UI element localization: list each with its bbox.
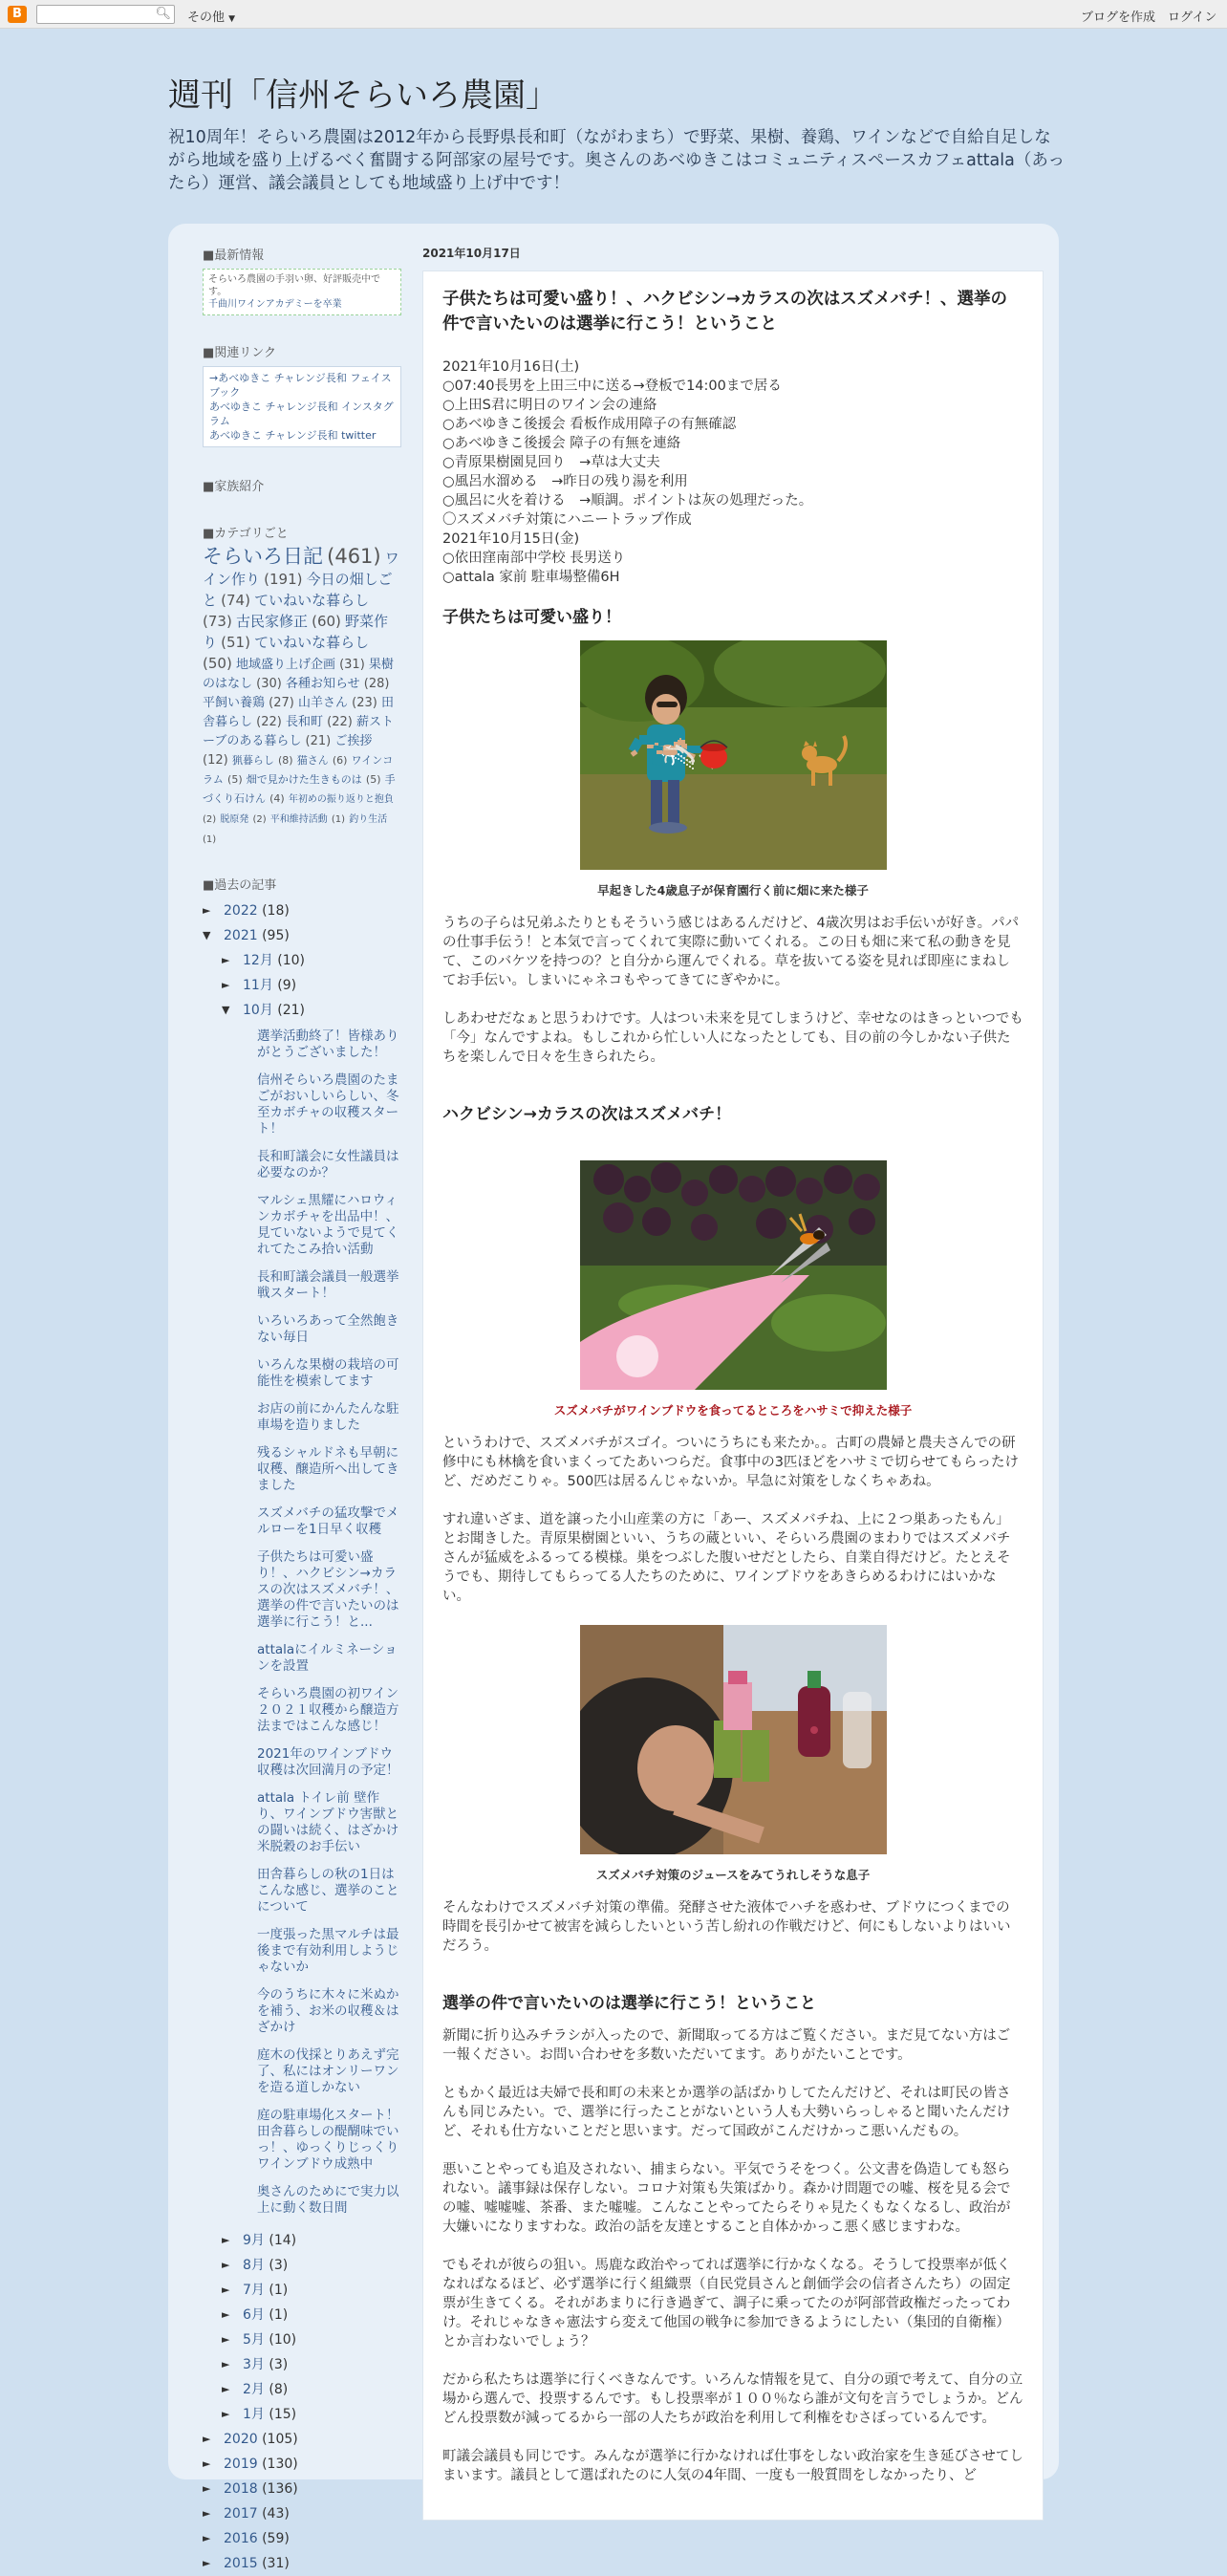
- category-label-link[interactable]: 脱原発: [220, 814, 249, 825]
- archive-month-label[interactable]: 1月: [243, 2407, 265, 2422]
- category-label-link[interactable]: 平飼い養鶏: [203, 696, 266, 710]
- category-label-count: (22): [256, 715, 282, 729]
- archive-post-link[interactable]: 2021年のワインブドウ収穫は次回満月の予定！: [257, 1746, 399, 1778]
- category-label-count: (21): [305, 734, 332, 748]
- archive-post-link[interactable]: 長和町議会に女性議員は必要なのか？: [257, 1149, 399, 1180]
- post-paragraph: そんなわけでスズメバチ対策の準備。発酵させた液体でハチを惑わせ、ブドウにつくまでの時間を長引かせて被害を減らしたいという苦し紛れの作戦だけど、何にもしないよりはいいだろう。: [442, 1900, 1011, 1954]
- blog-post: [422, 271, 1044, 2521]
- category-label-link[interactable]: 田舎暮らし: [203, 696, 394, 729]
- category-label-link[interactable]: 古民家修正: [235, 613, 308, 630]
- archive-post-link[interactable]: attalaにイルミネーションを設置: [257, 1642, 398, 1674]
- post-schedule: [442, 357, 1023, 587]
- archive-month-10[interactable]: [222, 998, 401, 1023]
- archive-year-row[interactable]: [203, 2427, 401, 2452]
- archive-year-2021[interactable]: [203, 923, 401, 948]
- category-label-link[interactable]: 平和維持活動: [269, 814, 328, 825]
- category-label-link[interactable]: 手づくり石けん: [203, 773, 396, 805]
- expand-toggle-icon[interactable]: ►: [203, 2507, 211, 2520]
- archive-post-link[interactable]: 田舎暮らしの秋の1日はこんな感じ、選挙のことについて: [257, 1867, 399, 1915]
- category-label-link[interactable]: 各種お知らせ: [285, 677, 360, 691]
- archive-month-row[interactable]: [222, 2377, 401, 2402]
- archive-post-link[interactable]: スズメバチの猛攻撃でメルローを1日早く収穫: [257, 1505, 399, 1537]
- archive-year-count: (105): [262, 2432, 298, 2447]
- category-label-link[interactable]: 猟暮らし: [231, 754, 274, 767]
- child-with-juice-photo[interactable]: [580, 1625, 887, 1854]
- category-label-link[interactable]: 畑で見かけた生きものは: [246, 773, 362, 786]
- archive-month-list: [203, 2228, 401, 2427]
- archive-post-link[interactable]: マルシェ黒耀にハロウィンカボチャを出品中！、見ていないようで見てくれてたこみ拾い活動: [257, 1193, 399, 1257]
- archive-month-row[interactable]: [222, 2228, 401, 2253]
- archive-month-label[interactable]: 7月: [243, 2283, 265, 2298]
- archive-month-row[interactable]: [222, 2402, 401, 2427]
- archive-post-link[interactable]: 今のうちに木々に米ぬかを補う、お米の収穫＆はざかけ: [257, 1987, 399, 2035]
- archive-month-row[interactable]: [222, 2278, 401, 2303]
- category-label-link[interactable]: 猫さん: [296, 754, 329, 767]
- archive-year-list: [203, 2427, 401, 2576]
- post-paragraph: しあわせだなぁと思うわけです。人はつい未来を見てしまうけど、幸せなのはきっといつでも「今」なんですよね。もしこれから忙しい人になったとしても、目の前の今しかない子供たちを楽しんで日々を生きられたら。: [442, 1011, 1023, 1065]
- archive-post-link[interactable]: 奥さんのためにで実力以上に動く数日間: [257, 2184, 399, 2216]
- archive-month-count: (10): [277, 953, 306, 968]
- category-label-count: (1): [203, 834, 217, 845]
- archive-month-label[interactable]: 8月: [243, 2258, 265, 2273]
- archive-year-count: (136): [262, 2481, 298, 2497]
- archive-post-link[interactable]: 一度張った黒マルチは最後まで有効利用しようじゃないか: [257, 1927, 399, 1975]
- category-label-count: (6): [332, 754, 348, 767]
- category-label-count: (4): [269, 792, 285, 805]
- search-icon[interactable]: 🔍︎: [155, 7, 171, 21]
- archive-year-count: (43): [262, 2506, 290, 2522]
- archive-month-count: (8): [269, 2382, 289, 2397]
- category-label-count: (8): [277, 754, 293, 767]
- category-label-count: (22): [327, 715, 353, 729]
- post-date-header: 2021年10月17日: [422, 247, 521, 260]
- post-paragraph: でもそれが彼らの狙い。馬鹿な政治やってれば選挙に行かなくなる。そうして投票率が低くなればなるほど、必ず選挙に行く組織票（自民党員さんと創価学会の信者さんたち）の固定票が生きてくる。それがあまりに行き過ぎて、調子に乗ってたのが阿部菅政権だったってわけ。それじゃなきゃ憲法すら変えて他国の戦争に参加できるようにしたい（集団的自衛権）とか言わないでしょう？: [442, 2258, 1011, 2349]
- archive-year-label[interactable]: 2016: [224, 2531, 258, 2546]
- schedule-line: ○上田S君に明日のワイン会の連絡: [442, 398, 657, 413]
- category-label-count: (23): [352, 696, 377, 710]
- post-paragraph: ともかく最近は夫婦で長和町の未来とか選挙の話ばかりしてたんだけど、それは町民の皆さんも同じみたい。で、選挙に行ったことがないという人も大勢いらっしゃると聞いたんだけど、それも仕方ないことだと思います。だって国政がこんだけかっこ悪いんだもの。: [442, 2086, 1011, 2139]
- archive-gadget-title: ■過去の記事: [203, 878, 277, 893]
- category-label-link[interactable]: 果樹のはなし: [203, 658, 394, 691]
- category-label-link[interactable]: 山羊さん: [297, 696, 348, 710]
- archive-month-count: (3): [269, 2258, 289, 2273]
- schedule-line: ○あべゆきこ後援会 障子の有無を連絡: [442, 436, 681, 451]
- expand-toggle-icon[interactable]: ►: [203, 2482, 211, 2495]
- chevron-down-icon: ▼: [228, 14, 236, 24]
- post-paragraph: 町議会議員も同じです。みんなが選挙に行かなければ仕事をしない政治家を生き延びさせてしまいます。議員として選ばれたのに人気の4年間、一度も一般質問をしなかったり、ど: [442, 2449, 1023, 2483]
- news-link[interactable]: 千曲川ワインアカデミーを卒業: [208, 299, 342, 310]
- archive-year-label[interactable]: 2019: [224, 2457, 258, 2472]
- schedule-line: 〇スズメバチ対策にハニートラップ作成: [442, 512, 692, 528]
- category-label-count: (191): [264, 571, 303, 588]
- archive-year-row[interactable]: [203, 2501, 401, 2526]
- post-paragraph: だから私たちは選挙に行くべきなんです。いろんな情報を見て、自分の頭で考えて、自分の立場から選んで、投票するんです。もし投票率が１００％なら誰が文句を言うでしょうか。どんどん投票数が減ってるから一部の人たちが政治を利用して利権をむさぼっているんです。: [442, 2372, 1023, 2426]
- expand-toggle-icon[interactable]: ►: [222, 2333, 230, 2346]
- blog-title[interactable]: 週刊「信州そらいろ農園」: [168, 76, 558, 115]
- archive-post-link[interactable]: 庭木の伐採とりあえず完了、私にはオンリーワンを造る道しかない: [257, 2047, 399, 2095]
- expand-toggle-icon[interactable]: ►: [222, 2259, 230, 2271]
- archive-year-count: (59): [262, 2531, 290, 2546]
- photo-caption: スズメバチ対策のジュースをみてうれしそうな息子: [595, 1868, 871, 1882]
- archive-year-row[interactable]: [203, 2551, 401, 2576]
- more-menu-label: その他: [187, 11, 226, 25]
- expand-toggle-icon[interactable]: ►: [222, 2284, 230, 2296]
- post-paragraph: 悪いことやっても追及されない、捕まらない。平気でうそをつく。公文書を偽造しても怒られない。議事録は保存しない。コロナ対策も失策ばかり。森かけ問題での嘘、桜を見る会での嘘、嘘嘘嘘、茶番、また嘘嘘。こんなことやってたらそりゃ見たくもなくなるし、政治が大嫌いになりますわな。政治の話を友達とすること自体かかっこ悪く感じますわな。: [442, 2162, 1011, 2235]
- category-label-count: (73): [203, 613, 232, 630]
- category-label-link[interactable]: 長和町: [285, 715, 323, 729]
- category-label-link[interactable]: ていねいな暮らし: [254, 634, 370, 651]
- category-label-count: (51): [221, 634, 250, 651]
- photo-caption: スズメバチがワインブドウを食ってるところをハサミで抑えた様子: [553, 1403, 913, 1418]
- category-label-link[interactable]: ワインコラム: [203, 754, 394, 786]
- schedule-line: ○07:40長男を上田三中に送る→登板で14:00まで居る: [442, 379, 782, 394]
- archive-year-count: (31): [262, 2556, 290, 2571]
- archive-year-label[interactable]: 2015: [224, 2556, 258, 2571]
- news-line: そらいろ農園の手羽い卵、好評販売中です。: [208, 274, 380, 297]
- archive-year-count: (130): [262, 2457, 298, 2472]
- sidebar: [203, 245, 401, 2576]
- archive-post-list: [203, 1028, 401, 2217]
- expand-toggle-icon[interactable]: ►: [222, 979, 230, 991]
- category-label-count: (1): [331, 814, 346, 825]
- archive-post-link[interactable]: 子供たちは可愛い盛り！、ハクビシン→カラスの次はスズメバチ！、選挙の件で言いたいのは選挙に行こう！と...: [257, 1549, 399, 1630]
- expand-toggle-icon[interactable]: ►: [222, 2358, 230, 2370]
- related-links-box: [203, 366, 401, 447]
- expand-toggle-icon[interactable]: ►: [222, 2408, 230, 2420]
- post-paragraph: というわけで、スズメバチがスゴイ。ついにうちにも来たか。。古町の農婦と農夫さんでの研修中にも林檎を食いまくってたあいつらだ。食事中の3匹ほどをハサミで切らせてもらったけど、だめだこりゃ。500匹は居るんじゃないか。早急に対策をしなくちゃあね。: [442, 1436, 1019, 1489]
- label-cloud: [203, 547, 401, 850]
- archive-year-label[interactable]: 2020: [224, 2432, 258, 2447]
- archive-month-count: (14): [269, 2233, 297, 2248]
- blog-description: 祝10周年！そらいろ農園は2012年から長野県長和町（ながわまち）で野菜、果樹、養鶏、ワインなどで自給自足しながら地域を盛り上げるべく奮闘する阿部家の屋号です。奥さんのあべゆきこはコミュニティスペースカフェattala（あったら）運営、議会議員としても地域盛り上げ中です！: [168, 128, 1066, 193]
- news-gadget-title: ■最新情報: [203, 249, 265, 263]
- archive-month-count: (9): [277, 978, 297, 993]
- blogger-navbar: [0, 0, 1227, 29]
- archive-year-label[interactable]: 2022: [224, 903, 258, 919]
- category-label-count: (2): [252, 814, 267, 825]
- search-input[interactable]: [36, 5, 175, 24]
- archive-post-link[interactable]: 庭の駐車場化スタート！田舎暮らしの醍醐味でいっ！、ゆっくりじっくりワインブドウ成熟中: [257, 2108, 399, 2172]
- child-in-field-photo[interactable]: [580, 640, 887, 870]
- archive-post-link[interactable]: いろいろあって全然飽きない毎日: [257, 1313, 399, 1345]
- blogger-logo-icon[interactable]: B: [8, 6, 27, 23]
- category-label-count: (30): [256, 677, 282, 691]
- archive-year-row[interactable]: [203, 2477, 401, 2501]
- schedule-line: ○attala 家前 駐車場整備6H: [442, 570, 620, 585]
- schedule-line: ○風呂に火を着ける →順調。ポイントは灰の処理だった。: [442, 493, 813, 509]
- archive-post-link[interactable]: そらいろ農園の初ワイン２０２１収穫から醸造方法まではこんな感じ！: [257, 1686, 399, 1734]
- category-label-count: (461): [327, 545, 381, 568]
- archive-month-11[interactable]: [222, 973, 401, 998]
- category-label-link[interactable]: 今日の畑しごと: [203, 571, 393, 609]
- archive-post-link[interactable]: いろんな果樹の栽培の可能性を模索してます: [257, 1357, 399, 1389]
- archive-month-label[interactable]: 9月: [243, 2233, 265, 2248]
- schedule-line: ○依田窪南部中学校 長男送り: [442, 551, 626, 566]
- post-title[interactable]: 子供たちは可愛い盛り！、ハクビシン→カラスの次はスズメバチ！、選挙の件で言いたいのは選挙に行こう！ということ: [442, 290, 1008, 334]
- category-label-link[interactable]: ていねいな暮らし: [254, 592, 370, 609]
- archive-post-link[interactable]: attala トイレ前 壁作り、ワインブドウ害獣との闘いは続く、はざかけ米脱穀のお手伝い: [257, 1790, 399, 1854]
- archive-post-link[interactable]: お店の前にかんたんな駐車場を造りました: [257, 1401, 399, 1433]
- post-paragraph: すれ違いざま、道を譲った小山産業の方に「あー、スズメバチね、上に２つ巣あったもん」とお聞きした。青原果樹園といい、うちの蔵といい、そらいろ農園のまわりではスズメバチさんが猛威をふるってる模様。巣をつぶした腹いせだとしたら、自業自得だけど。たとえそうでも、期待してもらってる人たちのために、ワインブドウをあきらめるわけにはいかない。: [442, 1512, 1011, 1604]
- category-label-link[interactable]: 地域盛り上げ企画: [235, 658, 335, 672]
- archive-month-count: (10): [269, 2332, 297, 2348]
- category-label-link[interactable]: ワイン作り: [203, 550, 399, 588]
- section-heading: 選挙の件で言いたいのは選挙に行こう！ということ: [442, 1994, 816, 2013]
- links-gadget-title: ■関連リンク: [203, 346, 277, 360]
- archive-month-count: (3): [269, 2357, 289, 2372]
- category-label-link[interactable]: そらいろ日記: [203, 545, 323, 568]
- archive-post-link[interactable]: 信州そらいろ農園のたまごがおいしいらしい、冬至カボチャの収穫スタート！: [257, 1072, 399, 1136]
- category-label-count: (31): [339, 658, 365, 672]
- category-label-count: (5): [365, 773, 381, 786]
- hornet-on-grapes-photo[interactable]: [580, 1160, 887, 1390]
- section-heading: 子供たちは可愛い盛り！: [442, 608, 621, 627]
- archive-month-row[interactable]: [222, 2327, 401, 2352]
- archive-month-count: (21): [277, 1003, 306, 1018]
- login-link[interactable]: ログイン: [1168, 11, 1217, 25]
- archive-month-label[interactable]: 12月: [243, 953, 273, 968]
- expand-toggle-icon[interactable]: ►: [203, 2433, 211, 2445]
- category-label-count: (12): [203, 753, 228, 768]
- category-label-count: (50): [203, 655, 232, 672]
- collapse-toggle-icon[interactable]: ▼: [203, 929, 211, 942]
- archive-month-row[interactable]: [222, 2352, 401, 2377]
- create-blog-link[interactable]: ブログを作成: [1081, 11, 1156, 25]
- collapse-toggle-icon[interactable]: ▼: [222, 1004, 230, 1016]
- archive-month-count: (15): [269, 2407, 297, 2422]
- archive-year-count: (95): [262, 928, 290, 943]
- archive-year-label[interactable]: 2021: [224, 928, 258, 943]
- expand-toggle-icon[interactable]: ►: [222, 954, 230, 966]
- post-paragraph: うちの子らは兄弟ふたりともそういう感じはあるんだけど、4歳次男はお手伝いが好き。パパの仕事手伝う！と本気で言ってくれて実際に動いてくれる。この日も畑に来て私の動きを見て、このバケツを持つの？と自分から運んでくれる。草を抜いてる姿を見れば即座にまねしてお手伝い。しまいにゃネコもやってきてにぎやかに。: [442, 916, 1020, 988]
- archive-month-row[interactable]: [222, 2303, 401, 2327]
- archive-month-label[interactable]: 11月: [243, 978, 273, 993]
- archive-year-2022[interactable]: [203, 898, 401, 923]
- category-label-count: (28): [363, 677, 390, 691]
- category-label-count: (5): [227, 773, 243, 786]
- news-box: [203, 269, 401, 315]
- schedule-line: 2021年10月15日(金): [442, 531, 580, 547]
- schedule-line: ○風呂水溜める →昨日の残り湯を利用: [442, 474, 688, 489]
- category-label-link[interactable]: 野菜作り: [203, 613, 389, 651]
- category-label-link[interactable]: 薪ストーブのある暮らし: [203, 715, 394, 748]
- archive-year-label[interactable]: 2017: [224, 2506, 258, 2522]
- more-menu[interactable]: [187, 7, 235, 25]
- family-gadget-title: ■家族紹介: [203, 480, 265, 494]
- category-label-count: (74): [221, 592, 250, 609]
- archive-year-row[interactable]: [203, 2452, 401, 2477]
- archive-month-count: (1): [269, 2283, 289, 2298]
- category-label-count: (27): [269, 696, 294, 710]
- expand-toggle-icon[interactable]: ►: [203, 2557, 211, 2569]
- archive-month-label[interactable]: 10月: [243, 1003, 273, 1018]
- archive-month-12[interactable]: [222, 948, 401, 973]
- section-heading: ハクビシン→カラスの次はスズメバチ！: [442, 1105, 732, 1124]
- category-label-link[interactable]: 釣り生活: [349, 814, 388, 825]
- archive-year-count: (18): [262, 903, 290, 919]
- category-label-count: (60): [312, 613, 341, 630]
- expand-toggle-icon[interactable]: ►: [203, 2532, 211, 2544]
- schedule-line: ○青原果樹園見回り →草は大丈夫: [442, 455, 660, 470]
- category-label-link[interactable]: ご挨拶: [334, 734, 373, 748]
- archive-year-row[interactable]: [203, 2526, 401, 2551]
- archive-month-label[interactable]: 6月: [243, 2307, 265, 2323]
- archive-month-label[interactable]: 3月: [243, 2357, 265, 2372]
- main-column: [422, 245, 1044, 2521]
- archive-month-count: (1): [269, 2307, 289, 2323]
- schedule-line: 2021年10月16日(土): [442, 359, 580, 375]
- category-gadget-title: ■カテゴリごと: [203, 527, 289, 541]
- category-label-count: (2): [203, 814, 217, 825]
- post-paragraph: 新聞に折り込みチラシが入ったので、新聞取ってる方はご覧ください。まだ見てない方はご一報ください。お問い合わせを多数いただいてます。ありがたいことです。: [442, 2028, 1011, 2063]
- archive-month-label[interactable]: 2月: [243, 2382, 265, 2397]
- expand-toggle-icon[interactable]: ►: [203, 904, 211, 917]
- archive-post-link[interactable]: 選挙活動終了！皆様ありがとうございました！: [257, 1028, 399, 1060]
- archive-year-label[interactable]: 2018: [224, 2481, 258, 2497]
- photo-caption: 早起きした4歳息子が保育園行く前に畑に来た様子: [597, 883, 869, 898]
- expand-toggle-icon[interactable]: ►: [222, 2234, 230, 2246]
- expand-toggle-icon[interactable]: ►: [203, 2457, 211, 2470]
- category-label-link[interactable]: 年初めの振り返りと抱負: [288, 794, 394, 805]
- archive-month-label[interactable]: 5月: [243, 2332, 265, 2348]
- archive-post-link[interactable]: 長和町議会議員一般選挙戦スタート！: [257, 1269, 399, 1301]
- twitter-link[interactable]: あべゆきこ チャレンジ長和 twitter: [209, 429, 377, 442]
- archive-post-link[interactable]: 残るシャルドネも早朝に収穫、醸造所へ出してきました: [257, 1445, 399, 1493]
- archive-month-row[interactable]: [222, 2253, 401, 2278]
- schedule-line: ○あべゆきこ後援会 看板作成用障子の有無確認: [442, 417, 737, 432]
- instagram-link[interactable]: あべゆきこ チャレンジ長和 インスタグラム: [209, 400, 394, 427]
- facebook-link[interactable]: →あべゆきこ チャレンジ長和 フェイスブック: [209, 372, 392, 399]
- expand-toggle-icon[interactable]: ►: [222, 2383, 230, 2395]
- blog-archive: [203, 898, 401, 2576]
- expand-toggle-icon[interactable]: ►: [222, 2308, 230, 2321]
